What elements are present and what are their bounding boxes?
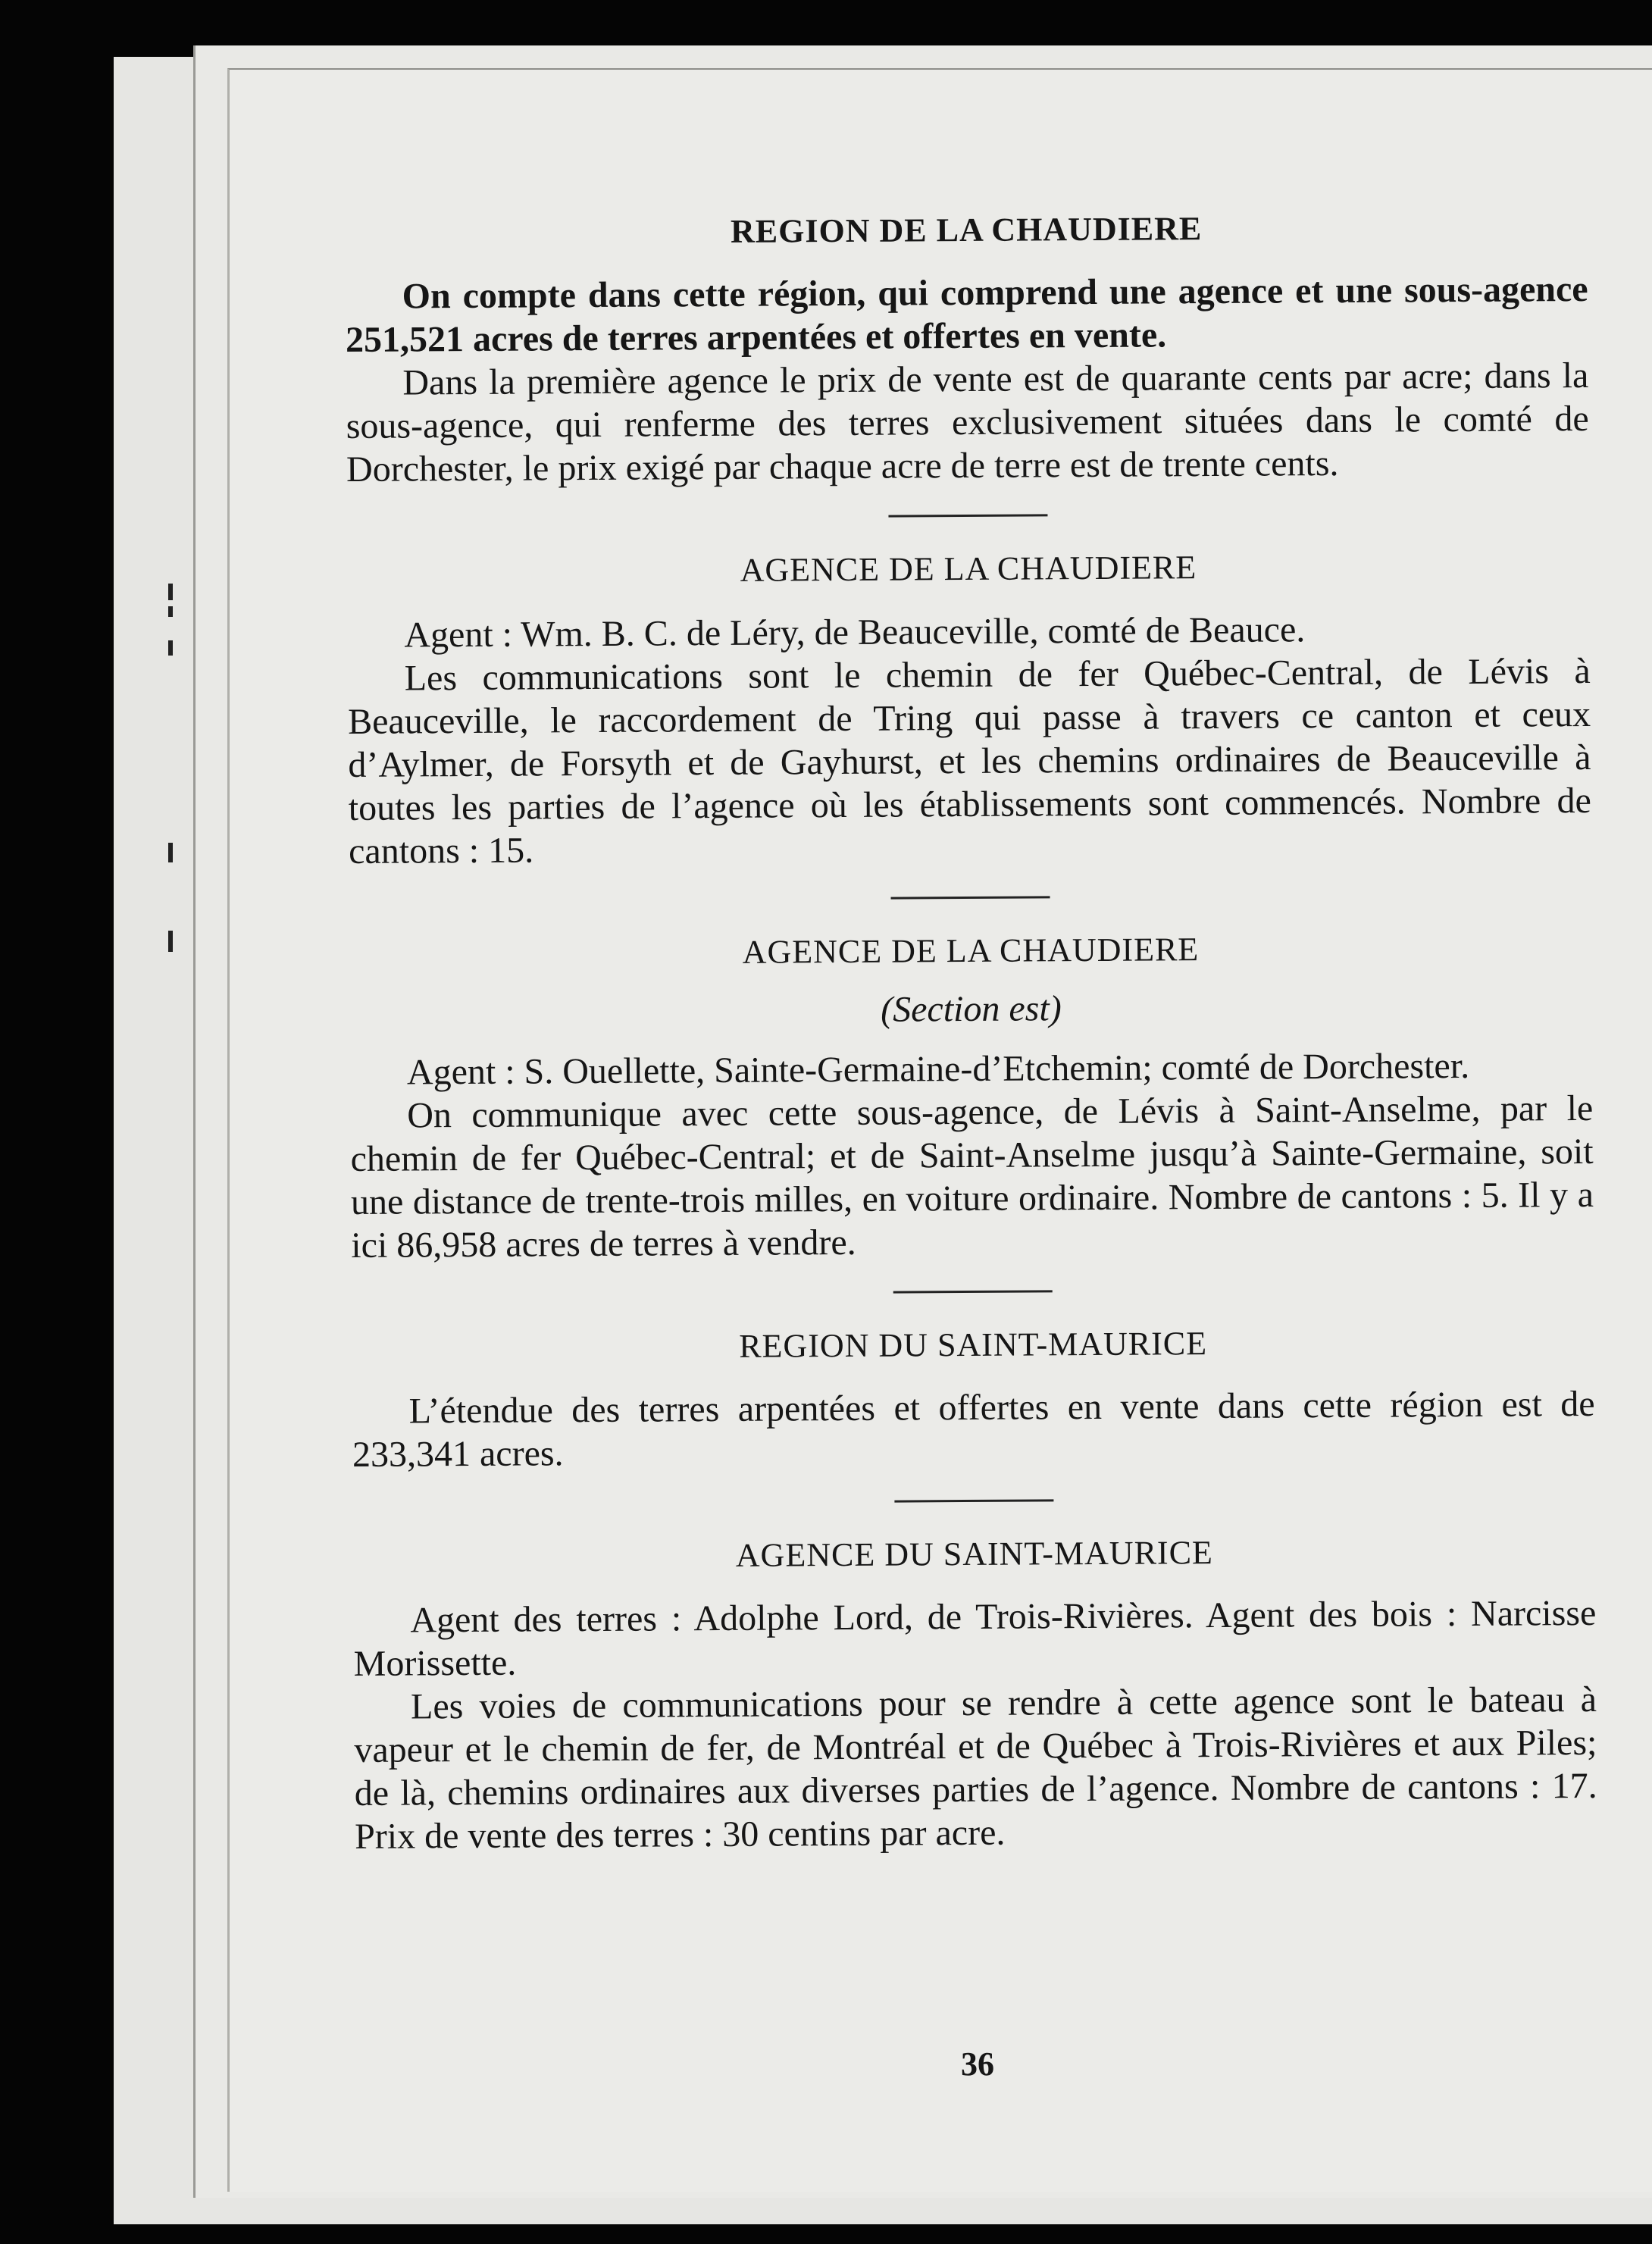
- paragraph: Les communications sont le chemin de fer Québec-Central, de Lévis à Beauceville, le raccordement de Tring qui passe à travers ce canton et ceux d’Aylmer, de Forsyth et de Gayhurst, et les chemins ordinaires de Beauceville à toutes les parties de l’agence où les établissements sont commencés. Nombre de cantons : 15.: [347, 650, 1591, 872]
- page-number: 36: [961, 2045, 994, 2083]
- paragraph: L’étendue des terres arpentées et offertes en vente dans cette région est de 233,341 acres.: [352, 1383, 1595, 1475]
- section-divider: [894, 1499, 1053, 1502]
- section-divider: [888, 514, 1047, 517]
- paragraph: On compte dans cette région, qui comprend une agence et une sous-agence 251,521 acres de terres arpentées et offertes en vente.: [345, 268, 1588, 360]
- section-heading-agence-chaudiere-est: AGENCE DE LA CHAUDIERE: [742, 931, 1200, 971]
- section-divider: [891, 896, 1050, 899]
- paragraph: Les voies de communications pour se rendre à cette agence sont le bateau à vapeur et le chemin de fer, de Montréal et de Québec à Trois-Rivières et aux Piles; de là, chemins ordinaires aux diverses parties de l’agence. Nombre de cantons : 17. Prix de vente des terres : 30 centins par acre.: [354, 1679, 1597, 1857]
- paragraph: Agent : Wm. B. C. de Léry, de Beauceville, comté de Beauce.: [404, 609, 1306, 656]
- paragraph: Agent : S. Ouellette, Sainte-Germaine-d’Etchemin; comté de Dorchester.: [406, 1045, 1470, 1093]
- section-heading-agence-saint-maurice: AGENCE DU SAINT-MAURICE: [735, 1534, 1213, 1574]
- section-heading-region-chaudiere: REGION DE LA CHAUDIERE: [730, 210, 1203, 250]
- paragraph: On communique avec cette sous-agence, de Lévis à Saint-Anselme, par le chemin de fer Québec-Central; et de Saint-Anselme jusqu’à Sainte-Germaine, soit une distance de trente-trois milles, en voiture ordinaire. Nombre de cantons : 5. Il y a ici 86,958 acres de terres à vendre.: [350, 1088, 1594, 1266]
- paragraph: Dans la première agence le prix de vente est de quarante cents par acre; dans la sous-agence, qui renferme des terres exclusivement situées dans le comté de Dorchester, le prix exigé par chaque acre de terre est de trente cents.: [346, 355, 1589, 490]
- section-subheading: (Section est): [880, 988, 1062, 1030]
- paragraph: Agent des terres : Adolphe Lord, de Trois-Rivières. Agent des bois : Narcisse Morissette.: [353, 1592, 1597, 1684]
- page-content: [345, 205, 1597, 1858]
- section-heading-agence-chaudiere: AGENCE DE LA CHAUDIERE: [740, 549, 1197, 589]
- section-heading-region-saint-maurice: REGION DU SAINT-MAURICE: [739, 1325, 1208, 1365]
- binding-edge-marks: [168, 0, 183, 2244]
- section-divider: [893, 1290, 1053, 1293]
